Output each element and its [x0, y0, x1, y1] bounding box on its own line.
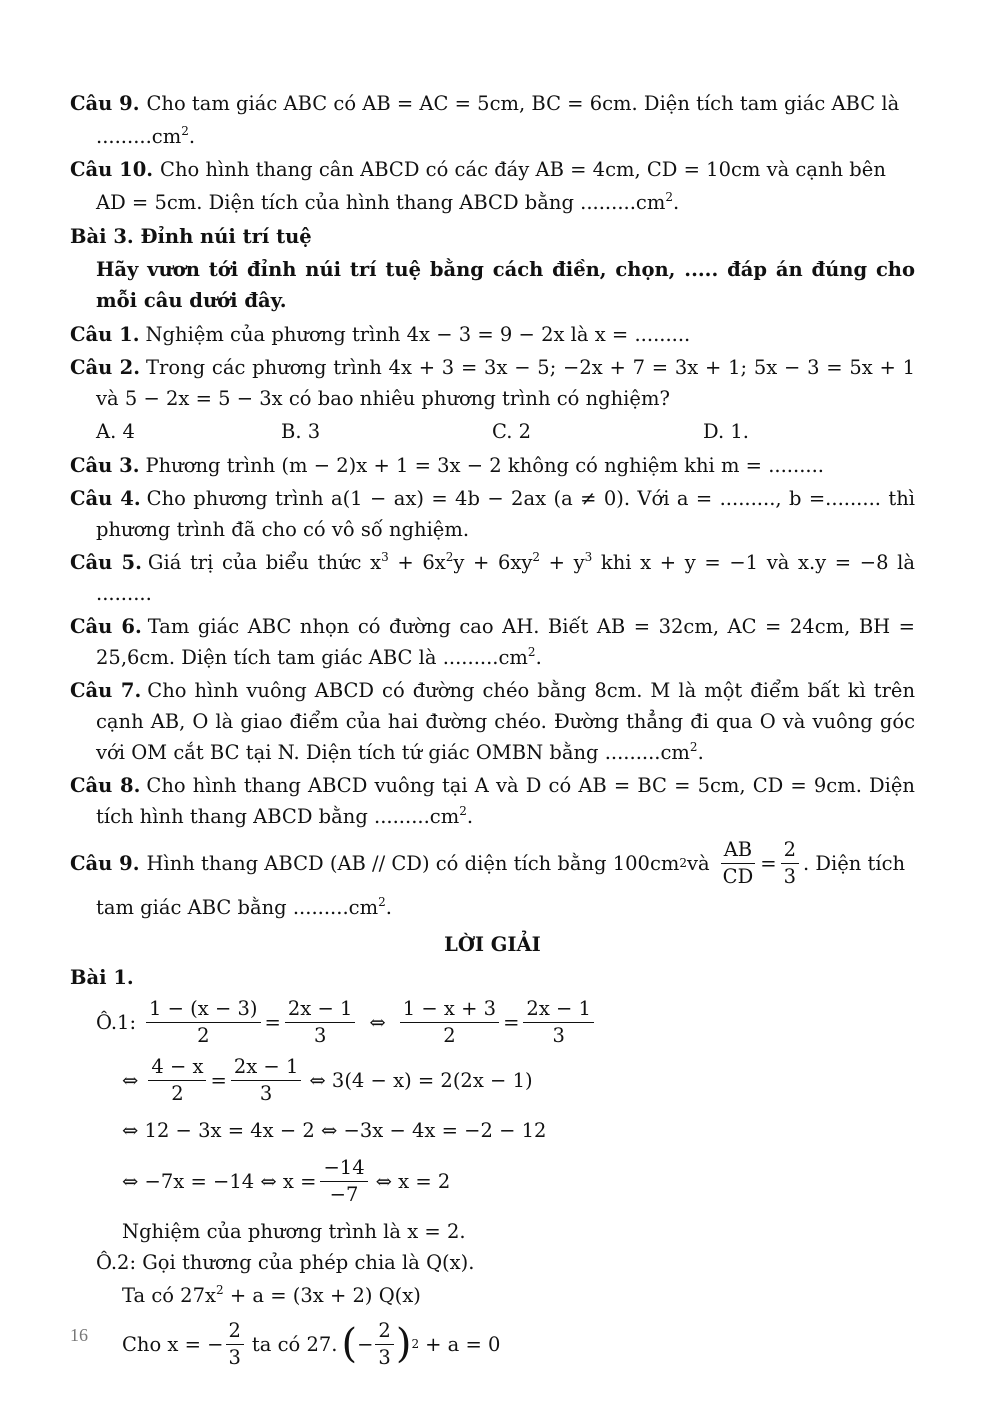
question-9-top-cont: $.........cm^2$.: [96, 124, 196, 148]
solution-bai1: Bài 1.: [70, 966, 134, 989]
question-10: [70, 154, 915, 185]
bai3-question-4: Câu 4. Cho phương trình a(1 − ax) = 4b − 2ax (a ≠ 0). Với a = ........., b =......... thì phương trình đã cho có vô số nghiệm.: [70, 487, 915, 541]
fraction: $\frac{AB}{CD}$: [722, 837, 754, 888]
bai3-question-9: Câu 9. Hình thang ABCD (AB // CD) có diện tích bằng 100cm 2 và $\frac{AB}{CD}$ = $\frac{2}{3}$ . Diện tích: [70, 837, 906, 888]
page-content: [70, 88, 915, 1377]
bai3-question-3: Câu 3. Phương trình (m − 2)x + 1 = 3x − 2 không có nghiệm khi m = .........: [70, 454, 824, 477]
solution-o1-row3: ⇔ 12 − 3x = 4x − 2 ⇔ −3x − 4x = −2 − 12: [122, 1119, 547, 1142]
question-text: Cho tam giác ABC có AB = AC = 5cm, BC = 6cm. Diện tích tam giác ABC là: [146, 92, 900, 115]
choice-d: D. 1.: [703, 420, 749, 443]
question-10-cont: AD = 5cm. Diện tích của hình thang ABCD bằng $.........cm^2$.: [96, 190, 680, 214]
bai3-question-6: Câu 6. Tam giác ABC nhọn có đường cao AH. Biết AB = 32cm, AC = 24cm, BH = 25,6cm. Diện tích tam giác ABC là $.........cm^2$.: [70, 615, 915, 669]
solution-o1-row1: Ô.1: $\frac{1 - (x - 3)}{2}$ = $\frac{2x - 1}{3}$ ⇔ $\frac{1 - x + 3}{2}$ = $\frac{2x - 1}{3}$: [70, 993, 915, 1051]
question-text: Cho hình thang cân ABCD có các đáy AB = 4cm, CD = 10cm và cạnh bên: [160, 158, 886, 181]
solution-o1-row2: ⇔ $\frac{4 - x}{2}$ = $\frac{2x - 1}{3}$ ⇔ 3(4 − x) = 2(2x − 1): [122, 1054, 533, 1105]
bai3-question-9-cont: tam giác ABC bằng $.........cm^2$.: [96, 895, 392, 919]
section-heading: Bài 3. Đỉnh núi trí tuệ: [70, 225, 312, 248]
solution-o2-line1: Ta có $27x^2 + a = (3x + 2)$ Q(x): [122, 1283, 421, 1307]
section-intro: Hãy vươn tới đỉnh núi trí tuệ bằng cách điền, chọn, ..... đáp án đúng cho mỗi câu dưới đây.: [96, 258, 915, 312]
choice-c: C. 2: [492, 420, 532, 443]
question-9-top: [70, 88, 915, 119]
page-number: 16: [70, 1325, 88, 1345]
bai3-question-1: Câu 1. Nghiệm của phương trình 4x − 3 = 9 − 2x là x = .........: [70, 323, 691, 346]
bai3-question-2: Câu 2. Trong các phương trình 4x + 3 = 3x − 5; −2x + 7 = 3x + 1; 5x − 3 = 5x + 1 và 5 − 2x = 5 − 3x có bao nhiêu phương trình có nghiệm?: [70, 356, 916, 410]
solution-o2-label: Ô.2: Gọi thương của phép chia là Q(x).: [96, 1251, 475, 1274]
solution-title: LỜI GIẢI: [444, 933, 541, 956]
bai3-question-8: Câu 8. Cho hình thang ABCD vuông tại A và D có AB = BC = 5cm, CD = 9cm. Diện tích hình thang ABCD bằng $.........cm^2$.: [70, 774, 915, 828]
fraction: $\frac{2}{3}$: [781, 837, 799, 890]
solution-o1-row4: ⇔ −7x = −14 ⇔ x = $\frac{-14}{-7}$ ⇔ x = 2: [122, 1155, 451, 1206]
choice-a: A. 4: [96, 420, 135, 443]
answer-choices: [70, 416, 915, 447]
solution-o1-conclusion: Nghiệm của phương trình là x = 2.: [122, 1220, 466, 1243]
solution-o2-line2: Cho x = − $\frac{2}{3}$ ta có 27. ( − $\frac{2}{3}$ ) 2 + a = 0: [122, 1318, 501, 1369]
bai3-question-5: Câu 5. Giá trị của biểu thức $x^3 + 6x^2y + 6xy^2 + y^3$ khi x + y = −1 và x.y = −8 là .........: [70, 550, 915, 605]
bai3-question-7: Câu 7. Cho hình vuông ABCD có đường chéo bằng 8cm. M là một điểm bất kì trên cạnh AB, O là giao điểm của hai đường chéo. Đường thẳng đi qua O và vuông góc với OM cắt BC tại N. Diện tích tứ giác OMBN bằng $.........cm^2$.: [70, 679, 916, 764]
question-label: Câu 10.: [70, 158, 154, 181]
question-label: Câu 9.: [70, 92, 140, 115]
choice-b: B. 3: [281, 420, 321, 443]
